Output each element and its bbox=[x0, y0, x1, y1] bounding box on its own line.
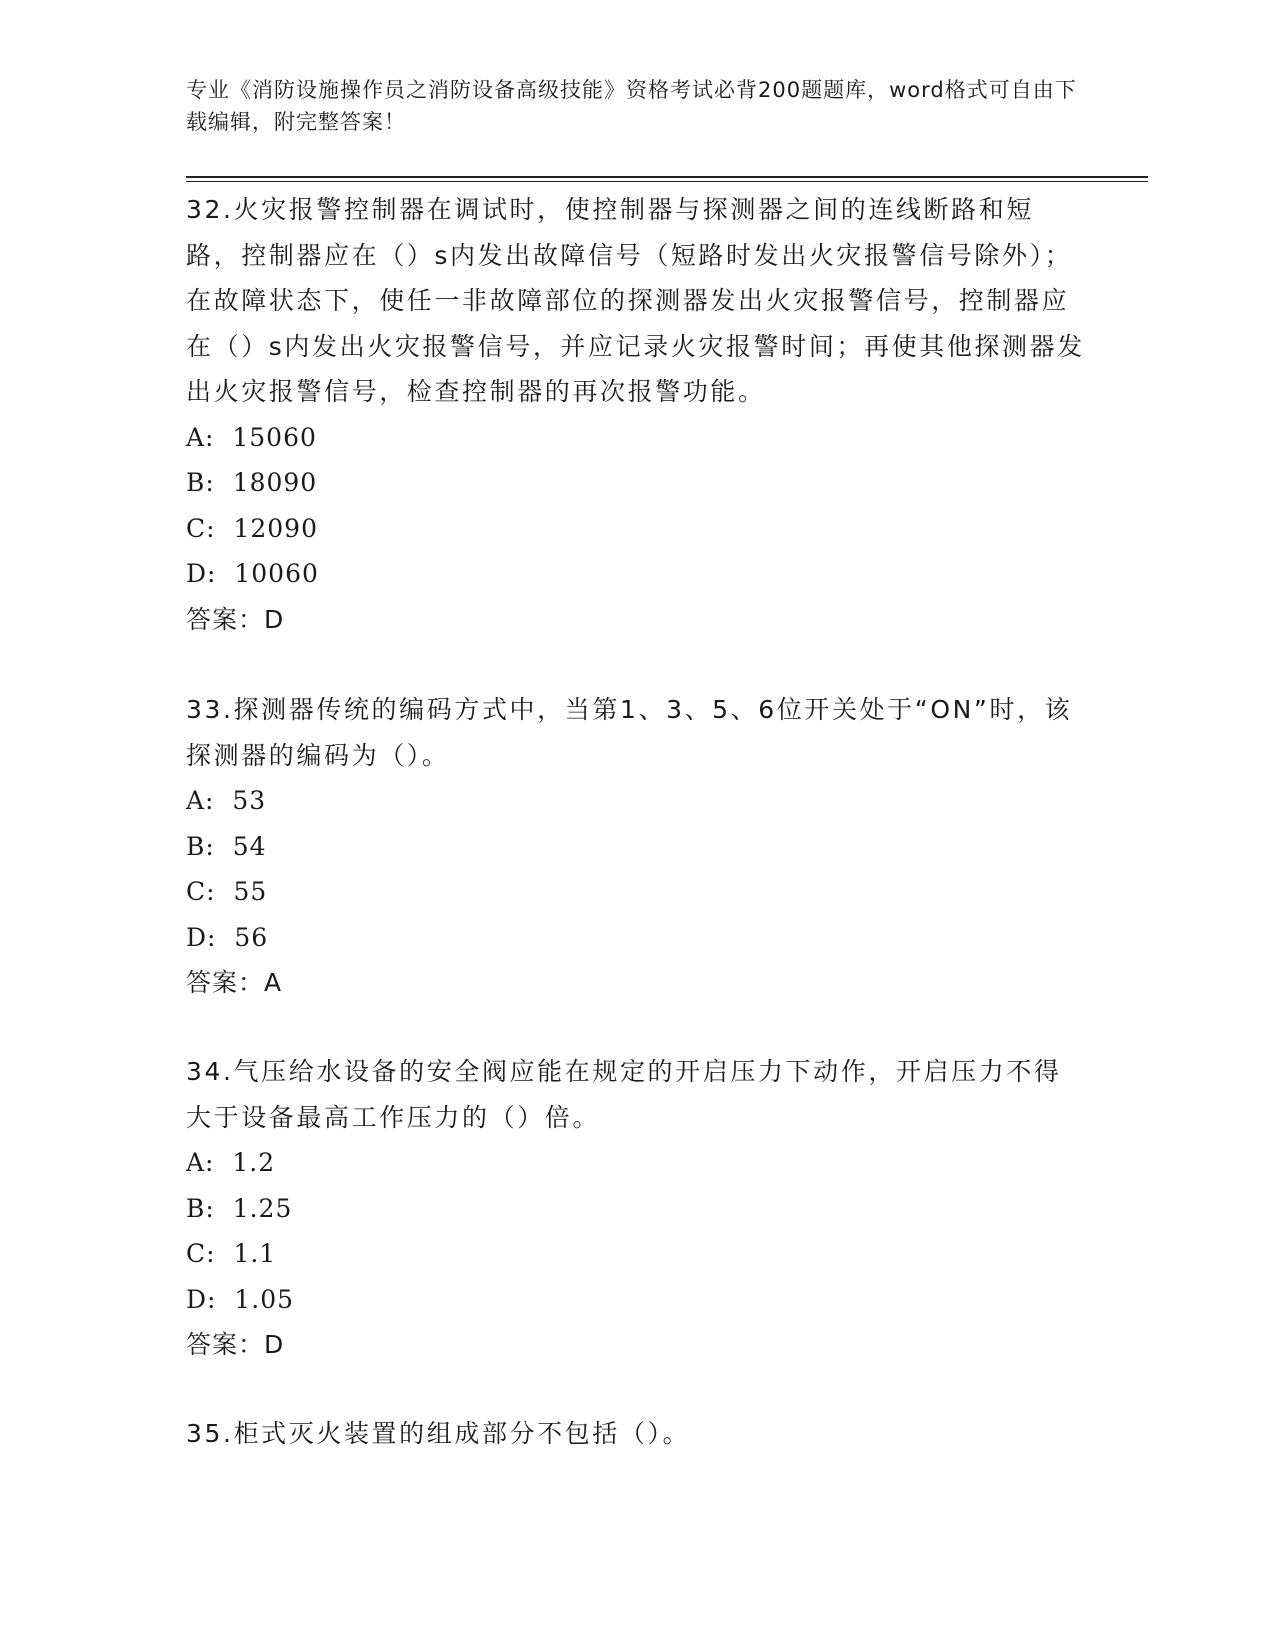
document-header: 专业《消防设施操作员之消防设备高级技能》资格考试必背200题题库，word格式可自由下载编辑，附完整答案！ bbox=[186, 78, 1077, 134]
option-d: D: 56 bbox=[186, 922, 269, 952]
question-text: 35.柜式灭火装置的组成部分不包括（）。 bbox=[186, 1419, 691, 1448]
option-a: A: 15060 bbox=[186, 422, 317, 452]
option-b: B: 54 bbox=[186, 831, 267, 861]
option-c: C: 12090 bbox=[186, 513, 318, 543]
option-d: D: 1.05 bbox=[186, 1284, 295, 1314]
question-text: 34.气压给水设备的安全阀应能在规定的开启压力下动作，开启压力不得大于设备最高工作压力的（）倍。 bbox=[186, 1057, 1062, 1132]
option-c: C: 1.1 bbox=[186, 1239, 277, 1268]
header-divider-thin bbox=[186, 181, 1148, 182]
option-b: B: 18090 bbox=[186, 468, 318, 497]
options-list bbox=[186, 778, 1086, 960]
option-b: B: 1.25 bbox=[186, 1193, 293, 1223]
options-list bbox=[186, 415, 1086, 597]
answer-label: 答案：A bbox=[186, 968, 283, 997]
answer-label: 答案：D bbox=[186, 604, 285, 634]
question-34 bbox=[186, 1049, 1086, 1368]
header-divider-thick bbox=[186, 176, 1148, 178]
question-35 bbox=[186, 1411, 1086, 1457]
answer-label: 答案：D bbox=[186, 1330, 285, 1359]
question-text: 33.探测器传统的编码方式中，当第1、3、5、6位开关处于“ON”时，该探测器的编码为（）。 bbox=[186, 695, 1073, 770]
question-32 bbox=[186, 187, 1086, 642]
options-list bbox=[186, 1140, 1086, 1322]
question-33 bbox=[186, 687, 1086, 1006]
option-d: D: 10060 bbox=[186, 559, 319, 588]
option-a: A: 53 bbox=[186, 786, 267, 815]
option-a: A: 1.2 bbox=[186, 1148, 276, 1177]
question-text: 32.火灾报警控制器在调试时，使控制器与探测器之间的连线断路和短路，控制器应在（）s内发出故障信号（短路时发出火灾报警信号除外）；在故障状态下，使任一非故障部位的探测器发出火灾报警信号，控制器应在（）s内发出火灾报警信号，并应记录火灾报警时间；再使其他探测器发出火灾报警信号，检查控制器的再次报警功能。 bbox=[186, 195, 1085, 406]
option-c: C: 55 bbox=[186, 877, 268, 906]
